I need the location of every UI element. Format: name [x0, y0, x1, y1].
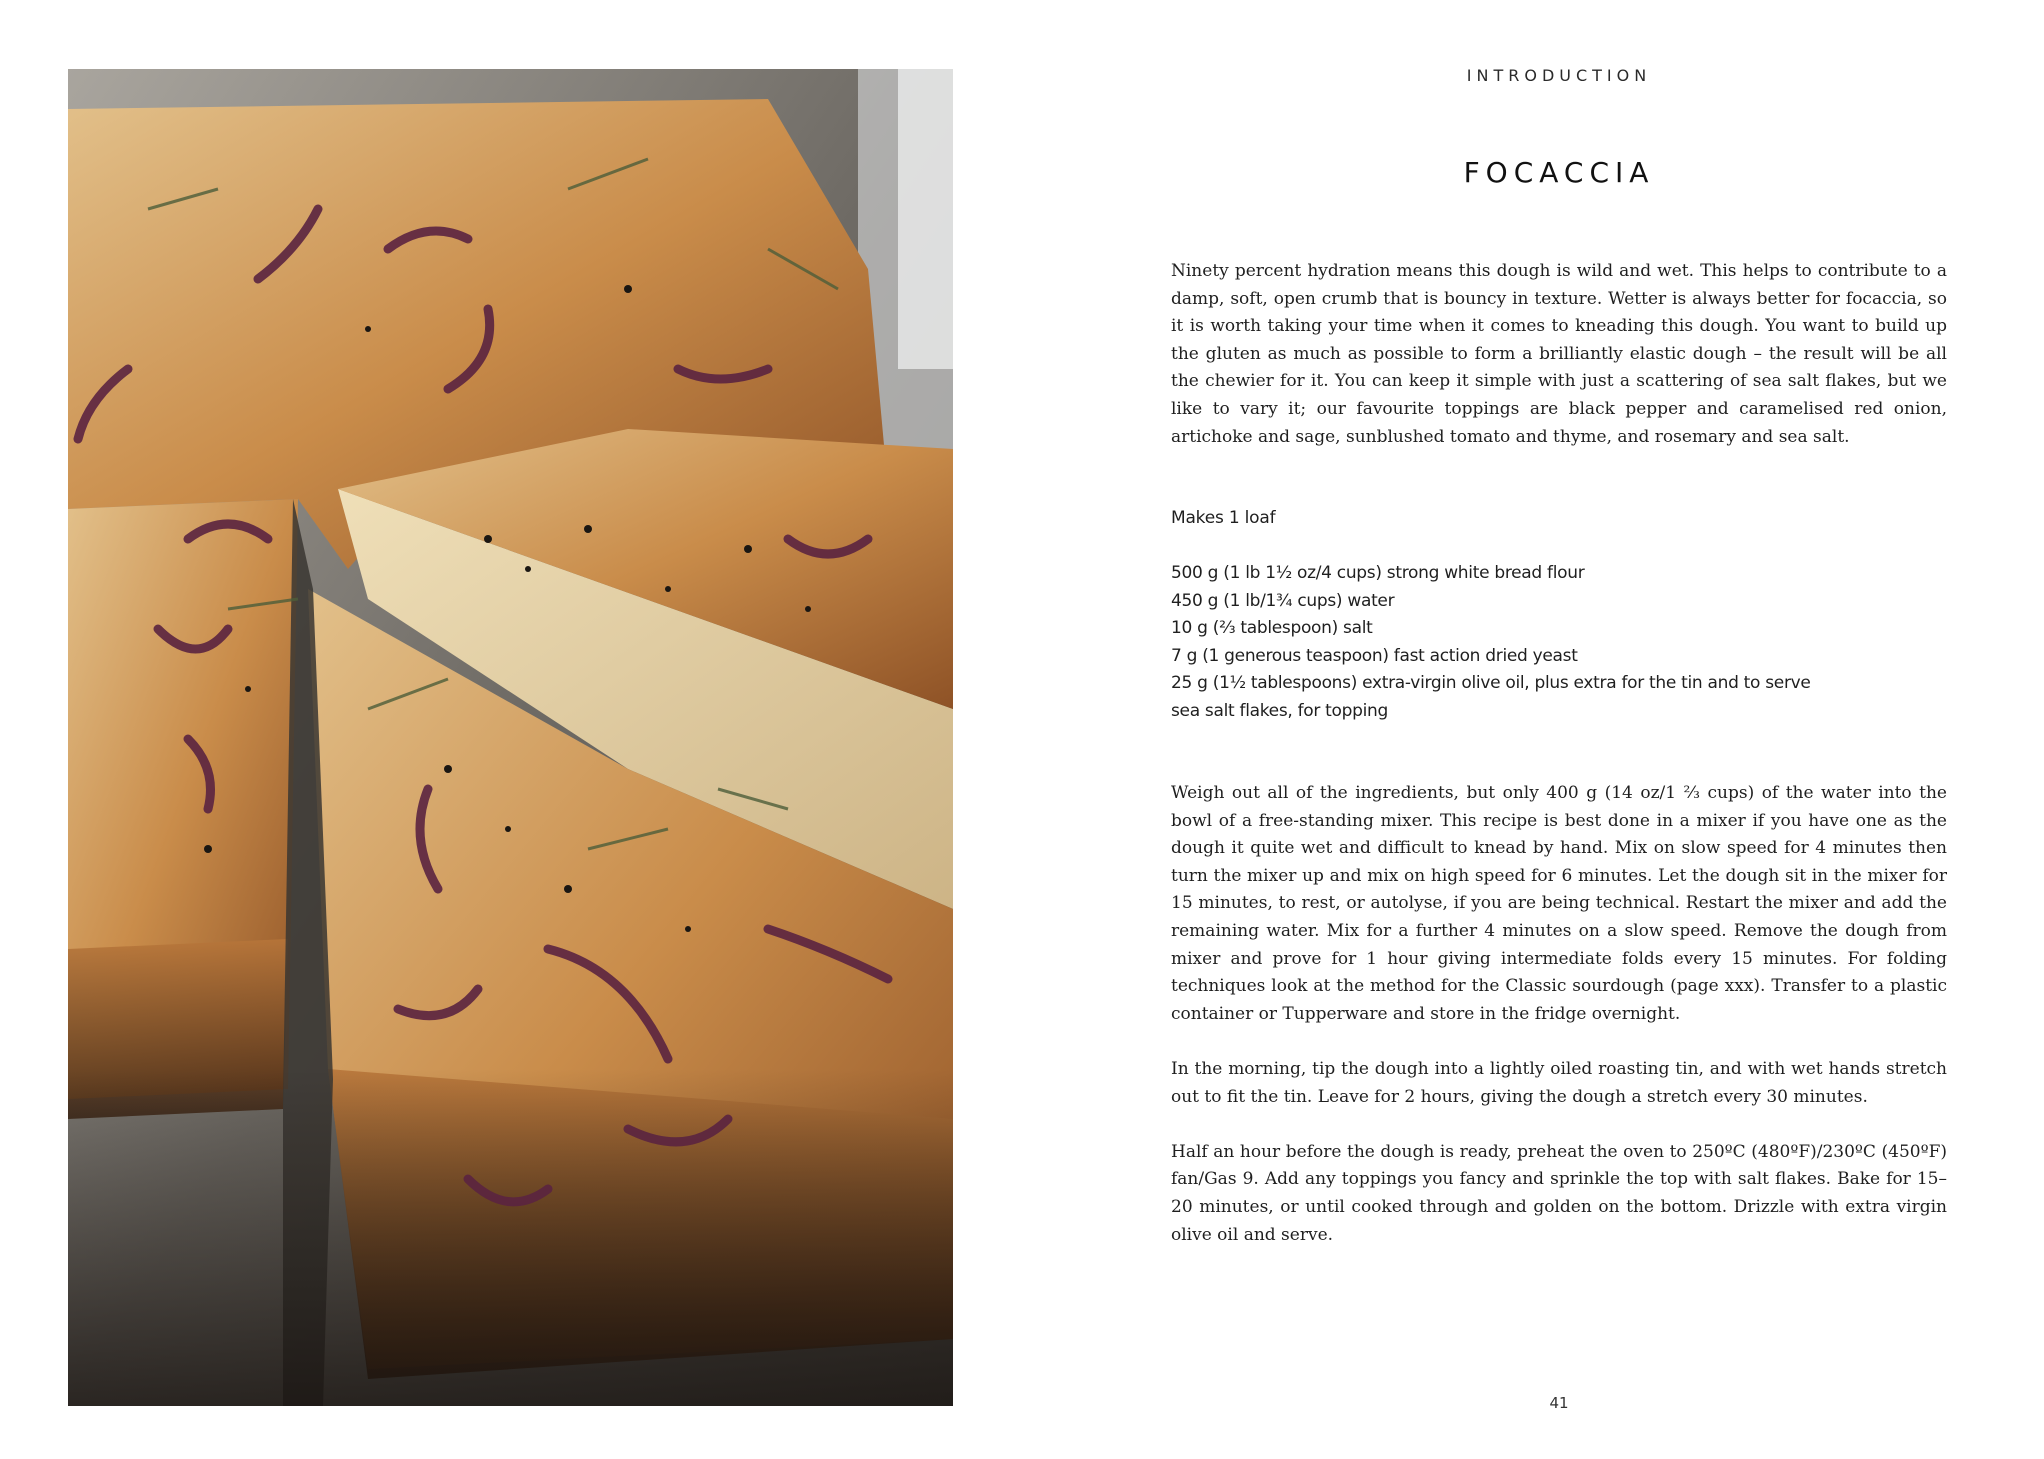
section-label: INTRODUCTION	[1466, 66, 1652, 85]
yield-text: Makes 1 loaf	[1171, 508, 1276, 528]
ingredient-item: 25 g (1½ tablespoons) extra-virgin olive oil, plus extra for the tin and to serve	[1171, 673, 1811, 694]
focaccia-photo	[68, 69, 953, 1406]
method-paragraph: Half an hour before the dough is ready, preheat the oven to 250ºC (480ºF)/230ºC (450ºF) fan/Gas 9. Add any toppings you fancy and sprinkle the top with salt flakes. Bake for 15–20 minutes, or until cooked through and golden on the bottom. Drizzle with extra virgin olive oil and serve.	[1171, 1141, 1947, 1245]
ingredient-item: 500 g (1 lb 1½ oz/4 cups) strong white bread flour	[1171, 563, 1585, 583]
intro-paragraph: Ninety percent hydration means this dough is wild and wet. This helps to contribute to a damp, soft, open crumb that is bouncy in texture. Wetter is always better for focaccia, so it is worth taking your time when it comes to kneading this dough. You want to build up the gluten as much as possible to form a brilliantly elastic dough – the result will be all the chewier for it. You can keep it simple with just a scattering of sea salt flakes, but we like to vary it; our favourite toppings are black pepper and caramelised red onion, artichoke and sage, sunblushed tomato and thyme, and rosemary and sea salt.	[1171, 261, 1947, 447]
ingredient-item: 10 g (⅔ tablespoon) salt	[1171, 618, 1373, 639]
page-number: 41	[1549, 1394, 1569, 1412]
focaccia-photo-illustration	[68, 69, 953, 1406]
method-section	[1171, 780, 1947, 1277]
ingredient-list	[1171, 560, 1811, 726]
recipe-title: FOCACCIA	[1463, 156, 1655, 189]
method-paragraph: Weigh out all of the ingredients, but only 400 g (14 oz/1 ⅔ cups) of the water into the bowl of a free-standing mixer. This recipe is best done in a mixer if you have one as the dough it quite wet and difficult to knead by hand. Mix on slow speed for 4 minutes then turn the mixer up and mix on high speed for 6 minutes. Let the dough sit in the mixer for 15 minutes, to rest, or autolyse, if you are being technical. Restart the mixer and add the remaining water. Mix for a further 4 minutes on a slow speed. Remove the dough from mixer and prove for 1 hour giving intermediate folds every 15 minutes. For folding techniques look at the method for the Classic sourdough (page xxx). Transfer to a plastic container or Tupperware and store in the fridge overnight.	[1171, 783, 1947, 1024]
recipe-page	[1171, 0, 1947, 1459]
method-paragraph: In the morning, tip the dough into a lightly oiled roasting tin, and with wet hands stretch out to fit the tin. Leave for 2 hours, giving the dough a stretch every 30 minutes.	[1171, 1058, 1947, 1107]
ingredient-item: 7 g (1 generous teaspoon) fast action dried yeast	[1171, 645, 1578, 666]
ingredient-item: 450 g (1 lb/1¾ cups) water	[1171, 590, 1395, 611]
ingredient-item: sea salt flakes, for topping	[1171, 700, 1389, 721]
